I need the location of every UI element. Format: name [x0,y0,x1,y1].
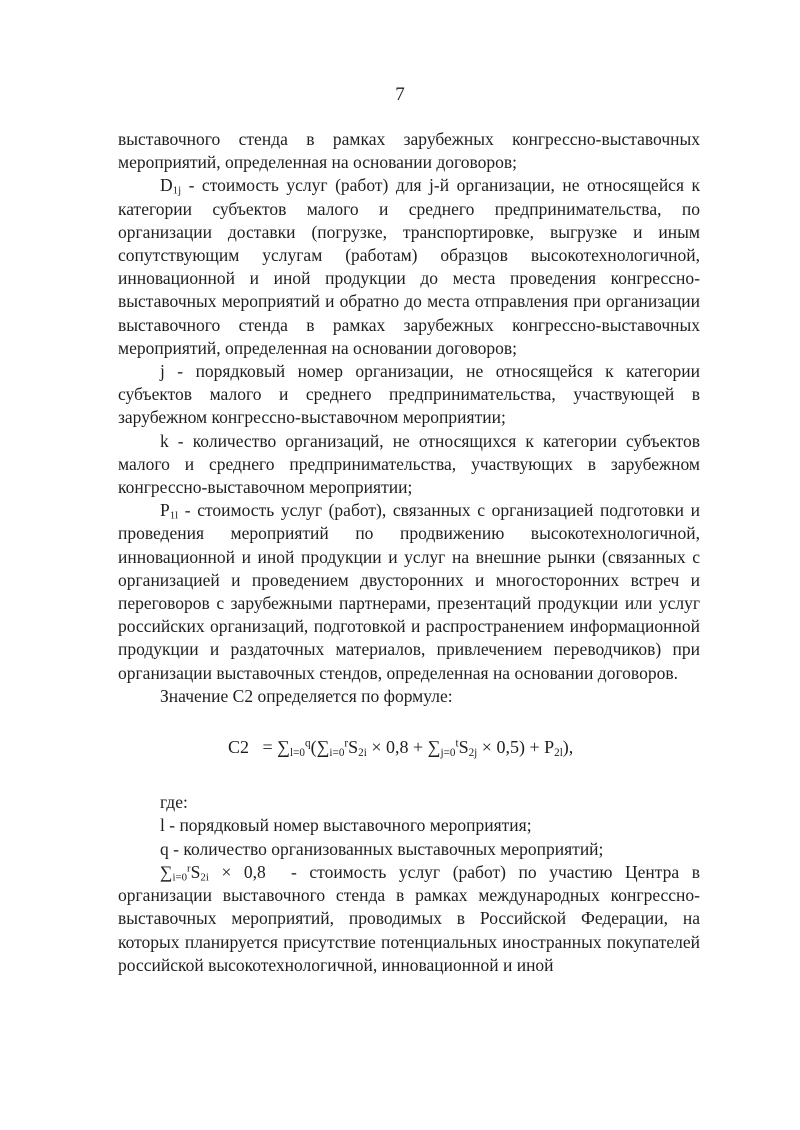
paragraph-c2-intro: Значение C2 определяется по формуле: [160,685,453,706]
inline-formula-s2i: $\sum_{i=0}^rS_{2i} \times 0,8$ [160,861,266,884]
paragraph-continuation: выставочного стенда в рамках зарубежных конгрессно-выставочных мероприятий, определенная на основании договоров; [118,129,700,173]
paragraph-sum-s2i: $\sum_{i=0}^rS_{2i} \times 0,8$ - стоимость услуг (работ) по участию Центра в организации выставочного стенда в рамках международных конгрессно-выставочных мероприятий, проводимых в Российской Федерации, на которых планируется присутствие потенциальных иностранных покупателей российской высокотехнологичной, инновационной и иной [118,861,701,975]
formula-c2: C2 = $\sum_{l=0}^q(\sum_{i=0}^rS_{2i} \times 0,8 + \sum_{j=0}^tS_{2j} \times 0,5) + P_{2l}$), [228,737,574,759]
paragraph-l: l - порядковый номер выставочного мероприятия; [160,815,532,836]
document-body [118,128,700,977]
paragraph-q: q - количество организованных выставочных мероприятий; [160,838,604,859]
paragraph-j: j - порядковый номер организации, не относящейся к категории субъектов малого и среднего предпринимательства, участвующей в зарубежном конгрессно-выставочном мероприятии; [118,361,700,428]
page-number: 7 [395,84,405,105]
paragraph-where: где: [160,792,188,813]
symbol-d1j: $D_{1j}$ [160,175,182,198]
paragraph-p1l: $P_{1l}$ - стоимость услуг (работ), связанных с организацией подготовки и проведения мероприятий по продвижению высокотехнологичной, инновационной и иной продукции и услуг на внешние рынки (связанных с организацией и проведением двусторонних и многосторонних встреч и переговоров с зарубежными партнерами, презентаций продукции или услуг российских организаций, подготовкой и распространением информационной продукции и раздаточных материалов, привлечением переводчиков) при организации выставочных стендов, определенная на основании договоров. [118,500,700,683]
paragraph-k: k - количество организаций, не относящихся к категории субъектов малого и среднего предпринимательства, участвующих в зарубежном конгрессно-выставочном мероприятии; [118,430,700,498]
paragraph-d1j: $D_{1j}$ - стоимость услуг (работ) для j-й организации, не относящейся к категории субъектов малого и среднего предпринимательства, по организации доставки (погрузке, транспортировке, выгрузке и иным сопутствующим услугам (работам) образцов высокотехнологичной, инновационной и иной продукции до места проведения конгрессно-выставочных мероприятий и обратно до места отправления при организации выставочного стенда в рамках зарубежных конгрессно-выставочных мероприятий, определенная на основании договоров; [118,175,701,358]
symbol-p1l: $P_{1l}$ [160,500,179,522]
